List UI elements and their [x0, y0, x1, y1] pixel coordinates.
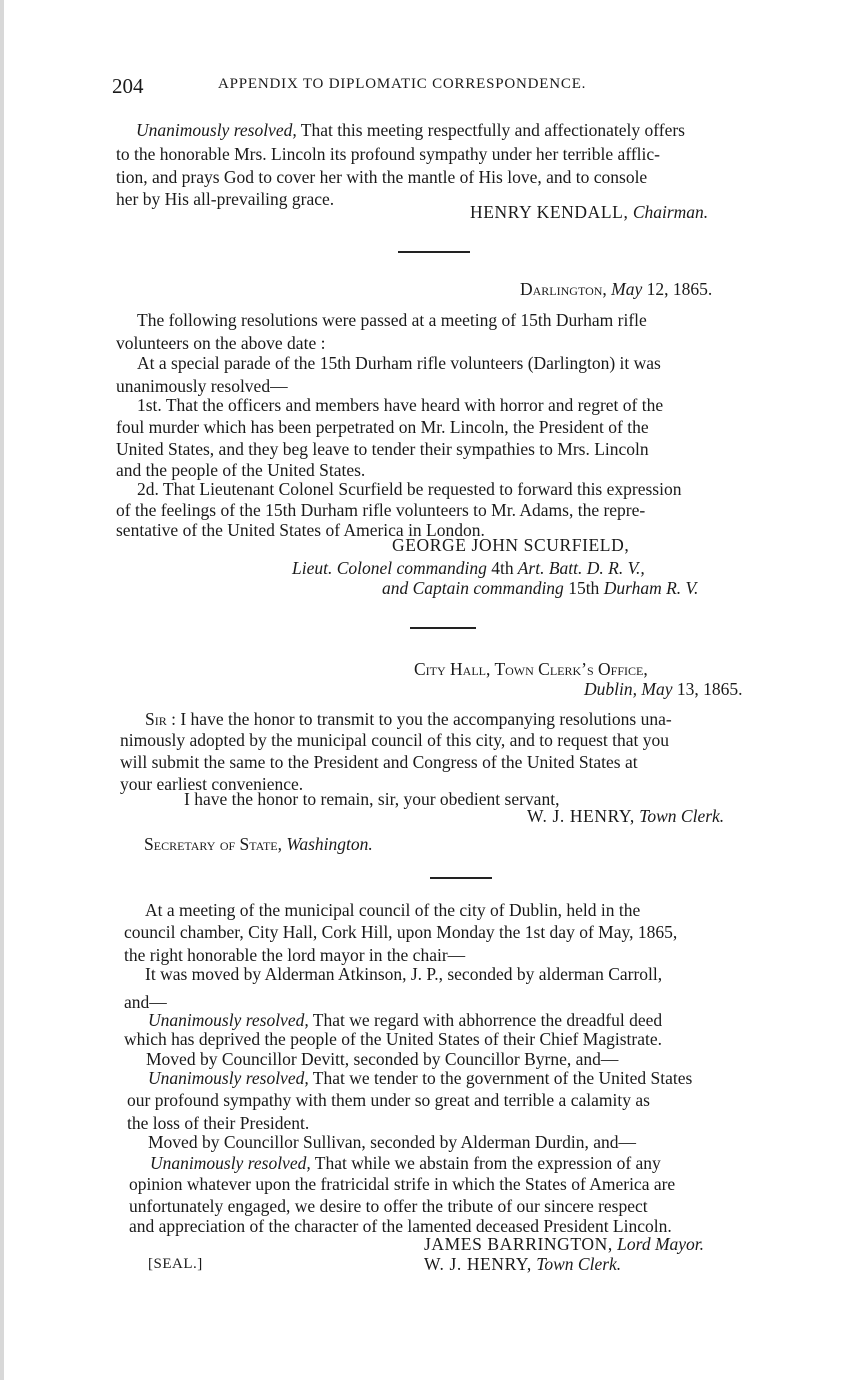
- date-month: May: [611, 279, 643, 299]
- text-line: [150, 1153, 661, 1173]
- text-line: [145, 709, 672, 729]
- text-line: United States, and they beg leave to tender their sympathies to Mrs. Lincoln: [116, 439, 649, 459]
- signature-title: Town Clerk.: [639, 806, 725, 826]
- italic-phrase: Unanimously resolved,: [136, 120, 297, 140]
- italic-phrase: and Captain commanding: [382, 578, 569, 598]
- place-name: Darlington,: [520, 279, 607, 299]
- text-span: 4th: [491, 558, 514, 578]
- text-line: unfortunately engaged, we desire to offer the tribute of our sincere respect: [129, 1196, 648, 1216]
- text-line: tion, and prays God to cover her with the mantle of His love, and to console: [116, 167, 648, 187]
- signature: [470, 202, 708, 222]
- text-line: At a special parade of the 15th Durham rifle volunteers (Darlington) it was: [137, 353, 661, 373]
- text-line: foul murder which has been perpetrated on Mr. Lincoln, the President of the: [116, 417, 649, 437]
- signature-name: W. J. HENRY,: [527, 806, 635, 826]
- text-line: volunteers on the above date :: [116, 333, 326, 353]
- office-heading: City Hall, Town Clerk’s Office,: [414, 659, 648, 679]
- signature: [424, 1234, 704, 1254]
- text-line: her by His all-prevailing grace.: [116, 189, 335, 209]
- text-line: the loss of their President.: [127, 1113, 310, 1133]
- text-line: 2d. That Lieutenant Colonel Scurfield be requested to forward this expression: [137, 479, 682, 499]
- text-line: sentative of the United States of America in London.: [116, 520, 485, 540]
- closing: I have the honor to remain, sir, your obedient servant,: [184, 789, 560, 809]
- addressee-place: Washington.: [286, 834, 373, 854]
- signature-name: JAMES BARRINGTON,: [424, 1234, 613, 1254]
- page-number: 204: [112, 74, 144, 98]
- signature-name: GEORGE JOHN SCURFIELD,: [392, 535, 630, 555]
- text-line: nimously adopted by the municipal council of this city, and to request that you: [120, 730, 670, 750]
- text-line: will submit the same to the President and Congress of the United States at: [120, 752, 638, 772]
- italic-phrase: Lieut. Colonel commanding: [292, 558, 492, 578]
- text-span: That we regard with abhorrence the dreadful deed: [308, 1010, 663, 1030]
- text-line: It was moved by Alderman Atkinson, J. P., seconded by alderman Carroll,: [145, 964, 663, 984]
- text-line: unanimously resolved—: [116, 376, 288, 396]
- text-span: That this meeting respectfully and affectionately offers: [296, 120, 685, 140]
- section-divider: [398, 251, 470, 253]
- text-line: the right honorable the lord mayor in the chair—: [124, 945, 466, 965]
- section-divider: [430, 877, 492, 879]
- signature-title: Lord Mayor.: [617, 1234, 705, 1254]
- text-line: our profound sympathy with them under so great and terrible a calamity as: [127, 1090, 650, 1110]
- text-line: your earliest convenience.: [120, 774, 304, 794]
- signature: [424, 1254, 621, 1274]
- addressee-title: Secretary of State,: [144, 834, 283, 854]
- italic-phrase: Art. Batt. D. R. V.,: [513, 558, 645, 578]
- text-line: and—: [124, 992, 167, 1012]
- signature-title: Chairman.: [632, 202, 709, 222]
- text-line: and appreciation of the character of the lamented deceased President Lincoln.: [129, 1216, 672, 1236]
- text-line: of the feelings of the 15th Durham rifle volunteers to Mr. Adams, the repre-: [116, 500, 646, 520]
- date-rest: 12, 1865.: [642, 279, 713, 299]
- text-line: The following resolutions were passed at a meeting of 15th Durham rifle: [137, 310, 647, 330]
- italic-phrase: Unanimously resolved,: [148, 1068, 309, 1088]
- italic-phrase: Unanimously resolved,: [148, 1010, 309, 1030]
- text-span: I have the honor to transmit to you the accompanying resolutions una-: [175, 709, 672, 729]
- italic-phrase: Durham R. V.: [599, 578, 699, 598]
- date-rest: 13, 1865.: [672, 679, 743, 699]
- date-place: Dublin, May: [584, 679, 673, 699]
- text-line: At a meeting of the municipal council of the city of Dublin, held in the: [145, 900, 641, 920]
- text-line: and the people of the United States.: [116, 460, 366, 480]
- page-edge-shadow: [0, 0, 4, 1380]
- text-line: [148, 1010, 662, 1030]
- dateline: [584, 679, 742, 699]
- page-header: [112, 74, 812, 104]
- text-line: council chamber, City Hall, Cork Hill, upon Monday the 1st day of May, 1865,: [124, 922, 678, 942]
- running-title: APPENDIX TO DIPLOMATIC CORRESPONDENCE.: [218, 76, 587, 92]
- text-line: opinion whatever upon the fratricidal strife in which the States of America are: [129, 1174, 676, 1194]
- text-line: to the honorable Mrs. Lincoln its profound sympathy under her terrible afflic-: [116, 144, 660, 164]
- signature-title: [292, 558, 645, 578]
- text-line: 1st. That the officers and members have heard with horror and regret of the: [137, 395, 664, 415]
- text-line: Moved by Councillor Devitt, seconded by Councillor Byrne, and—: [146, 1049, 619, 1069]
- text-span: 15th: [568, 578, 600, 598]
- addressee: [144, 834, 373, 854]
- text-line: [136, 120, 685, 140]
- text-line: Moved by Councillor Sullivan, seconded by Alderman Durdin, and—: [148, 1132, 636, 1152]
- signature-name: W. J. HENRY,: [424, 1254, 532, 1274]
- section-divider: [410, 627, 476, 629]
- dateline: [520, 279, 712, 299]
- seal-mark: [SEAL.]: [148, 1256, 203, 1272]
- text-line: which has deprived the people of the United States of their Chief Magistrate.: [124, 1029, 662, 1049]
- text-span: That while we abstain from the expression of any: [310, 1153, 661, 1173]
- salutation: Sir :: [145, 709, 176, 729]
- signature-title: Town Clerk.: [536, 1254, 622, 1274]
- signature-name: HENRY KENDALL,: [470, 202, 629, 222]
- italic-phrase: Unanimously resolved,: [150, 1153, 311, 1173]
- text-line: [148, 1068, 692, 1088]
- signature-title: [382, 578, 698, 598]
- signature: [527, 806, 724, 826]
- text-span: That we tender to the government of the United States: [308, 1068, 693, 1088]
